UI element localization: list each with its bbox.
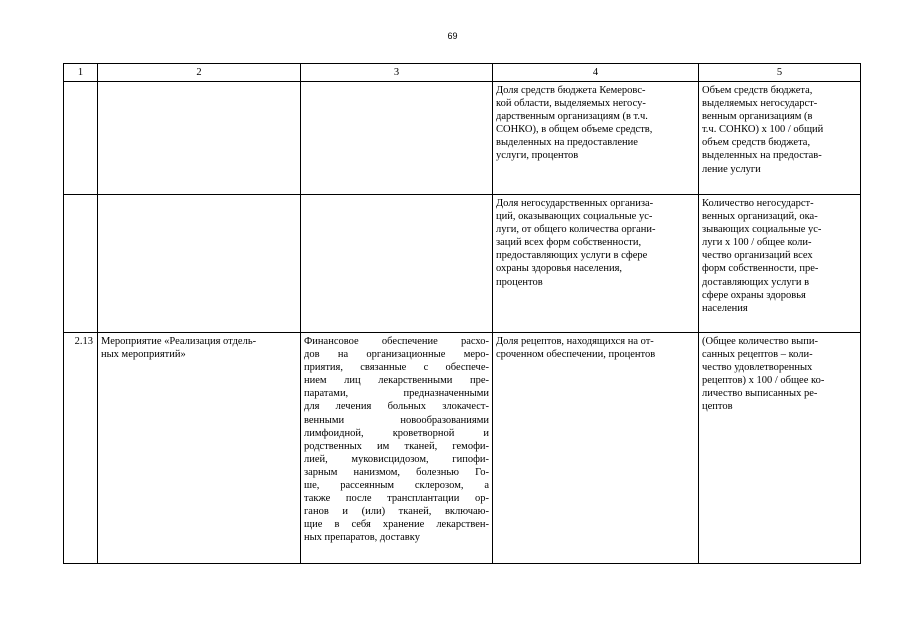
- text-line: рецептов) x 100 / общее ко-: [702, 375, 825, 387]
- text-line: кой области, выделяемых негосу-: [496, 98, 646, 110]
- text-line: нием лиц лекарственными пре-: [304, 375, 489, 387]
- text-line: сроченном обеспечении, процентов: [496, 349, 656, 361]
- text-line: ных мероприятий»: [101, 349, 186, 361]
- page-number: 69: [447, 31, 458, 41]
- text-line: Доля рецептов, находящихся на от-: [496, 336, 654, 347]
- text-line: дарственным организациям (в т.ч.: [496, 111, 648, 123]
- event-name-cell: [98, 195, 301, 333]
- text-line: также после трансплантации ор-: [304, 493, 489, 505]
- table-row: [64, 333, 861, 564]
- text-line: охраны здоровья населения,: [496, 263, 623, 275]
- text-line: щие в себя хранение лекарствен-: [304, 519, 489, 531]
- text-line: зывающих социальные ус-: [702, 224, 822, 236]
- event-name-cell: [98, 82, 301, 195]
- text-line: ных препаратов, доставку: [304, 532, 420, 544]
- text-line: чество организаций всех: [702, 250, 813, 262]
- text-line: цептов: [702, 401, 733, 413]
- text-line: объем средств бюджета,: [702, 137, 811, 149]
- text-line: паратами, предназначенными: [304, 388, 489, 400]
- text-line: Доля средств бюджета Кемеровс-: [496, 85, 646, 96]
- text-line: для лечения больных злокачест-: [304, 401, 489, 413]
- text-line: доставляющих услуги в: [702, 276, 810, 288]
- event-name-cell: [98, 333, 301, 564]
- text-line: населения: [702, 302, 748, 314]
- text-line: Объем средств бюджета,: [702, 85, 813, 96]
- text-line: личество выписанных ре-: [702, 388, 818, 400]
- table-header-row: [64, 64, 861, 82]
- text-line: ление услуги: [702, 163, 761, 175]
- indicator-table: [63, 63, 861, 564]
- text-line: чество удовлетворенных: [702, 362, 813, 374]
- text-line: венных организаций, ока-: [702, 211, 818, 223]
- text-line: лией, муковисцидозом, гипофи-: [304, 453, 489, 465]
- text-line: (Общее количество выпи-: [702, 336, 818, 347]
- indicator-formula-cell: [699, 333, 861, 564]
- text-line: зарным нанизмом, болезнью Го-: [304, 466, 489, 478]
- text-line: лимфоидной, кроветворной и: [304, 427, 489, 439]
- text-line: луги x 100 / общее коли-: [702, 237, 812, 249]
- text-line: процентов: [496, 276, 543, 288]
- text-line: родственных им тканей, гемофи-: [304, 440, 489, 452]
- text-line: СОНКО), в общем объеме средств,: [496, 124, 653, 136]
- row-number-cell: 2.13: [64, 333, 98, 564]
- text-line: форм собственности, пре-: [702, 263, 819, 275]
- indicator-name-cell: [493, 82, 699, 195]
- event-description-cell: [301, 195, 493, 333]
- indicator-formula-cell: [699, 82, 861, 195]
- text-line: приятия, связанные с обеспече-: [304, 362, 489, 374]
- text-line: венным организациям (в: [702, 111, 813, 123]
- event-description-cell: [301, 82, 493, 195]
- text-line: Доля негосударственных организа-: [496, 198, 654, 209]
- table-row: [64, 195, 861, 333]
- text-line: Количество негосударст-: [702, 198, 814, 209]
- text-line: предоставляющих услуги в сфере: [496, 250, 648, 262]
- text-line: ций, оказывающих социальные ус-: [496, 211, 653, 223]
- row-number-cell: [64, 82, 98, 195]
- text-line: ганов и (или) тканей, включаю-: [304, 506, 489, 518]
- table-row: [64, 82, 861, 195]
- text-line: заций всех форм собственности,: [496, 237, 642, 249]
- header-cell-4: 4: [493, 64, 699, 82]
- event-description-cell: [301, 333, 493, 564]
- text-line: выделяемых негосударст-: [702, 98, 818, 110]
- text-line: ше, рассеянным склерозом, а: [304, 480, 489, 492]
- indicator-name-cell: [493, 333, 699, 564]
- indicator-formula-cell: [699, 195, 861, 333]
- header-cell-3: 3: [301, 64, 493, 82]
- text-line: выделенных на предоставление: [496, 137, 638, 149]
- indicator-name-cell: [493, 195, 699, 333]
- text-line: дов на организационные меро-: [304, 349, 489, 361]
- text-line: Финансовое обеспечение расхо-: [304, 336, 489, 347]
- header-cell-5: 5: [699, 64, 861, 82]
- text-line: сфере охраны здоровья: [702, 289, 806, 301]
- text-line: венными новообразованиями: [304, 414, 489, 426]
- header-cell-2: 2: [98, 64, 301, 82]
- text-line: санных рецептов – коли-: [702, 349, 813, 361]
- text-line: Мероприятие «Реализация отдель-: [101, 336, 257, 347]
- text-line: услуги, процентов: [496, 150, 579, 162]
- header-cell-1: 1: [64, 64, 98, 82]
- text-line: выделенных на предостав-: [702, 150, 822, 162]
- text-line: т.ч. СОНКО) x 100 / общий: [702, 124, 824, 136]
- row-number-cell: [64, 195, 98, 333]
- text-line: луги, от общего количества органи-: [496, 224, 656, 236]
